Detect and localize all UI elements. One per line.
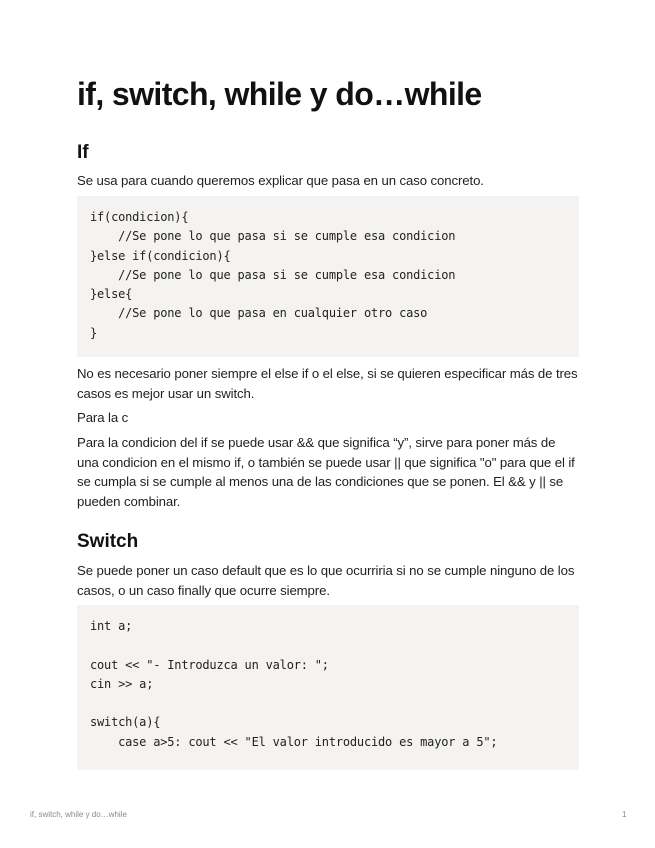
if-else-paragraph: No es necesario poner siempre el else if o el else, si se quieren especificar más de tres casos es mejor usar un switch.	[77, 366, 578, 401]
if-fragment-paragraph: Para la c	[77, 410, 129, 425]
page-title: if, switch, while y do…while	[77, 76, 482, 112]
code-line	[90, 636, 566, 655]
code-line: if(condicion){	[90, 210, 189, 224]
code-line: }	[90, 325, 98, 340]
code-line: int a;	[90, 619, 133, 633]
code-line: case a>5: cout << "El valor introducido es mayor a 5";	[90, 734, 498, 749]
switch-intro-paragraph: Se puede poner un caso default que es lo que ocurriria si no se cumple ninguno de los casos, o un caso finally que ocurre siempre.	[77, 563, 575, 598]
code-line	[90, 694, 566, 713]
section-heading-switch: Switch	[77, 531, 139, 552]
if-code-block	[77, 196, 579, 357]
footer-page-number: 1	[622, 810, 627, 819]
switch-code-block	[77, 605, 579, 770]
code-line: }else if(condicion){	[90, 248, 231, 263]
section-heading-if: If	[77, 142, 89, 163]
code-line: switch(a){	[90, 715, 161, 730]
code-line: cin >> a;	[90, 676, 154, 691]
if-intro-paragraph: Se usa para cuando queremos explicar que pasa en un caso concreto.	[77, 173, 484, 188]
code-line: cout << "- Introduzca un valor: ";	[90, 657, 329, 672]
if-operators-paragraph: Para la condicion del if se puede usar && que significa “y”, sirve para poner más de una condicion en el mismo if, o también se puede usar || que significa "o" para que el if se cumpla si se cumple al menos una de las condiciones que se ponen. El && y || se pueden combinar.	[77, 435, 575, 509]
code-line: //Se pone lo que pasa si se cumple esa condicion	[90, 229, 456, 244]
code-line: //Se pone lo que pasa en cualquier otro caso	[90, 306, 428, 321]
code-line: //Se pone lo que pasa si se cumple esa condicion	[90, 267, 456, 282]
code-line: }else{	[90, 287, 133, 302]
footer-doc-title: if, switch, while y do…while	[30, 810, 127, 819]
